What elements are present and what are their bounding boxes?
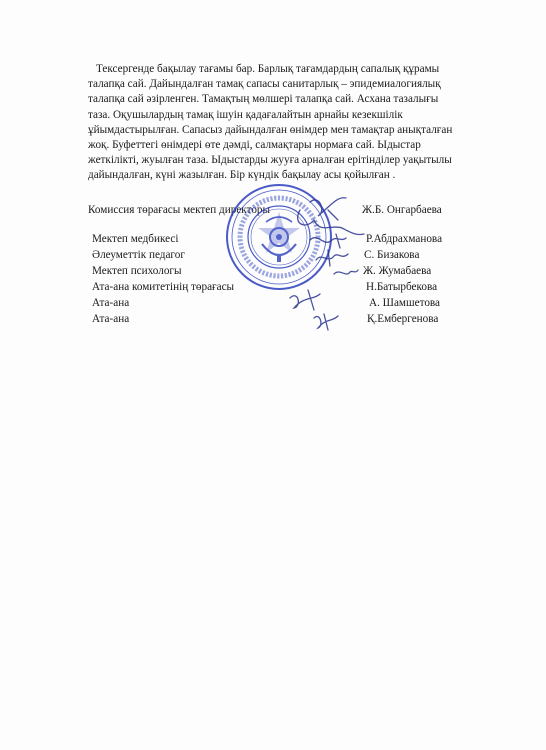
handwritten-signatures-icon (280, 190, 370, 340)
chair-name: Ж.Б. Онгарбаева (362, 204, 442, 216)
member-name: Қ.Ембергенова (367, 313, 439, 325)
paragraph-line: ұйымдастырылған. Сапасыз дайындалған өнімдер мен тамақтар анықталған (88, 123, 453, 136)
paragraph-line: талапқа сай әзірленген. Тамақтың мөлшері талапқа сай. Асхана тазалығы (88, 93, 439, 106)
member-name: А. Шамшетова (369, 297, 441, 309)
paragraph-line: дайындалған, күні жазылған. Бір күндік бақылау асы қойылған . (88, 169, 396, 182)
member-role: Ата-ана (92, 297, 130, 309)
paragraph-line: жеткілікті, жуылған таза. Ыдыстарды жууға арналған ерітінділер уақытылы (88, 154, 452, 167)
member-name: Н.Батырбекова (366, 281, 438, 293)
paragraph-line: таза. Оқушылардың тамақ ішуін қадағалайтын арнайы кезекшілік (88, 108, 403, 121)
member-role: Мектеп медбикесі (92, 233, 179, 245)
paragraph-line: Тексергенде бақылау тағамы бар. Барлық тағамдардың сапалық құрамы (96, 63, 440, 75)
member-role: Мектеп психологы (92, 265, 182, 277)
member-name: С. Бизакова (364, 249, 420, 261)
member-name: Р.Абдрахманова (366, 233, 443, 245)
paragraph-line: жоқ. Буфеттегі өнімдері өте дәмді, салмақтары нормаға сай. Ыдыстар (88, 139, 421, 152)
member-role: Әлеуметтік педагог (92, 249, 185, 261)
member-role: Ата-ана (92, 313, 130, 325)
chair-role: Комиссия төрағасы мектеп директоры (88, 204, 271, 216)
paragraph-line: талапқа сай. Дайындалған тамақ сапасы санитарлық – эпидемиалогиялық (88, 78, 441, 91)
inspection-paragraph (88, 62, 488, 184)
member-name: Ж. Жумабаева (363, 265, 432, 277)
member-role: Ата-ана комитетінің төрағасы (92, 281, 235, 293)
